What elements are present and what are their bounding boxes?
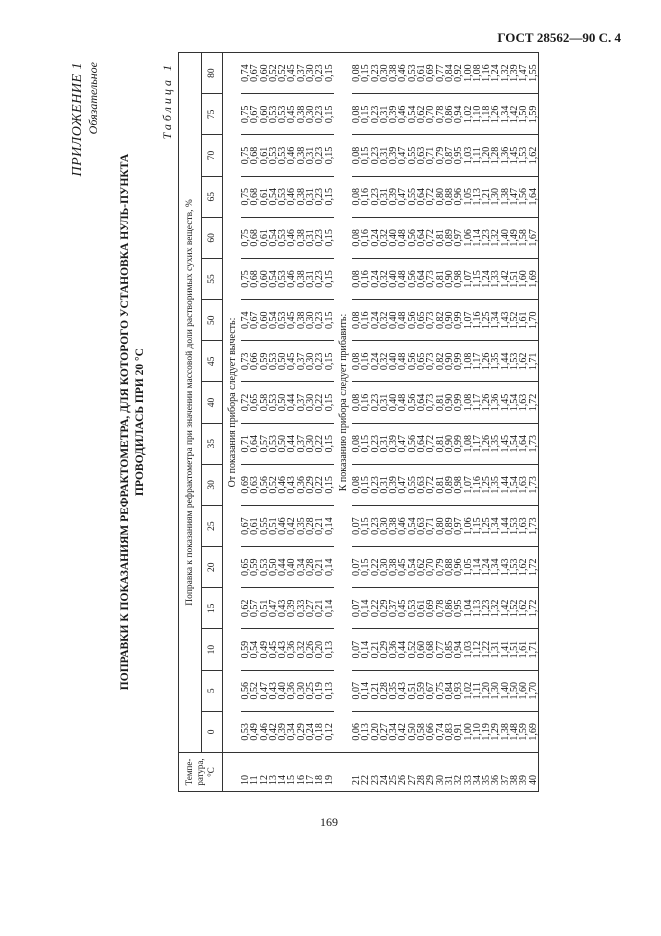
standard-header: ГОСТ 28562—90 С. 4 xyxy=(497,30,621,45)
section-spacer xyxy=(334,753,352,792)
value-column-40: 0,08 0,16 0,23 0,31 0,40 0,48 0,56 0,64 0,73 0,81 0,90 0,99 1,08 1,17 1,26 1,36 1,45 1,54 1,63 1,72 xyxy=(352,382,538,423)
document-title xyxy=(118,52,148,792)
value-column-70: 0,08 0,15 0,23 0,31 0,39 0,47 0,55 0,63 0,71 0,79 0,87 0,95 1,03 1,11 1,20 1,28 1,36 1,45 1,53 1,62 xyxy=(352,135,538,176)
value-column-55: 0,08 0,16 0,24 0,32 0,40 0,48 0,56 0,64 0,73 0,81 0,90 0,98 1,07 1,15 1,24 1,33 1,42 1,51 1,60 1,69 xyxy=(352,258,538,299)
column-header: 80 xyxy=(202,53,223,94)
table-caption: Поправка к показаниям рефрактометра при значении массовой доли растворимых сухих веществ, % xyxy=(179,53,202,753)
section-label-row xyxy=(334,53,352,792)
value-column-0: 0,53 0,49 0,46 0,42 0,39 0,34 0,29 0,24 0,18 0,12 xyxy=(241,711,334,752)
column-header: 75 xyxy=(202,94,223,135)
value-column-15: 0,07 0,14 0,22 0,29 0,37 0,45 0,53 0,61 0,69 0,78 0,86 0,95 1,04 1,13 1,23 1,32 1,42 1,52 1,62 1,72 xyxy=(352,588,538,629)
temperature-header: Темпе-ратура, °С xyxy=(179,753,223,792)
column-header: 35 xyxy=(202,423,223,464)
page-number: 169 xyxy=(320,815,338,829)
value-column-60: 0,08 0,16 0,24 0,32 0,40 0,48 0,56 0,64 0,72 0,81 0,89 0,97 1,06 1,14 1,23 1,32 1,40 1,49 1,58 1,67 xyxy=(352,217,538,258)
appendix-title: ПРИЛОЖЕНИЕ 1 xyxy=(70,62,85,177)
value-column-75: 0,08 0,15 0,23 0,31 0,39 0,46 0,54 0,62 0,70 0,78 0,86 0,94 1,02 1,10 1,18 1,26 1,34 1,42 1,50 1,59 xyxy=(352,94,538,135)
value-column-35: 0,08 0,15 0,23 0,31 0,39 0,47 0,56 0,64 0,72 0,81 0,90 0,99 1,08 1,17 1,26 1,35 1,45 1,54 1,64 1,73 xyxy=(352,423,538,464)
column-header: 25 xyxy=(202,505,223,546)
value-column-25: 0,07 0,15 0,23 0,30 0,38 0,46 0,54 0,63 0,71 0,80 0,89 0,97 1,06 1,15 1,25 1,34 1,44 1,53 1,63 1,73 xyxy=(352,505,538,546)
value-column-75: 0,75 0,67 0,60 0,53 0,53 0,45 0,38 0,30 0,23 0,15 xyxy=(241,94,334,135)
value-column-20: 0,07 0,15 0,22 0,30 0,38 0,45 0,54 0,62 0,70 0,79 0,88 0,96 1,05 1,14 1,24 1,34 1,43 1,53 1,62 1,72 xyxy=(352,547,538,588)
value-column-65: 0,08 0,16 0,23 0,31 0,39 0,47 0,55 0,64 0,72 0,80 0,88 0,96 1,05 1,13 1,21 1,30 1,38 1,47 1,56 1,64 xyxy=(352,176,538,217)
column-header: 15 xyxy=(202,588,223,629)
value-column-0: 0,06 0,13 0,20 0,27 0,34 0,42 0,50 0,58 0,66 0,74 0,83 0,91 1,00 1,10 1,19 1,29 1,38 1,48 1,59 1,69 xyxy=(352,711,538,752)
column-header: 20 xyxy=(202,547,223,588)
value-column-25: 0,67 0,61 0,55 0,51 0,46 0,42 0,35 0,28 0,21 0,14 xyxy=(241,505,334,546)
column-header-row xyxy=(202,53,223,792)
column-header: 30 xyxy=(202,464,223,505)
column-header: 65 xyxy=(202,176,223,217)
temperature-cell: 10 11 12 13 14 15 16 17 18 19 xyxy=(241,753,334,792)
value-column-45: 0,08 0,16 0,24 0,32 0,40 0,48 0,56 0,65 0,73 0,82 0,90 0,99 1,08 1,17 1,26 1,35 1,44 1,53 1,62 1,71 xyxy=(352,341,538,382)
table-row xyxy=(241,53,334,792)
column-header: 50 xyxy=(202,300,223,341)
column-header: 5 xyxy=(202,670,223,711)
value-column-5: 0,07 0,14 0,21 0,28 0,35 0,43 0,51 0,59 0,67 0,75 0,84 0,93 1,02 1,11 1,20 1,30 1,40 1,50 1,60 1,70 xyxy=(352,670,538,711)
table-label: Таблица 1 xyxy=(160,62,174,140)
section2-label: К показанию прибора следует прибавить: xyxy=(334,53,352,753)
value-column-80: 0,74 0,67 0,60 0,52 0,52 0,45 0,37 0,30 0,23 0,15 xyxy=(241,53,334,94)
value-column-20: 0,65 0,59 0,53 0,50 0,44 0,40 0,34 0,28 0,21 0,14 xyxy=(241,547,334,588)
value-column-45: 0,73 0,66 0,59 0,53 0,50 0,45 0,37 0,30 0,23 0,15 xyxy=(241,341,334,382)
title-line-2: ПРОВОДИЛАСЬ ПРИ 20 °С xyxy=(134,348,146,496)
section-label-row xyxy=(223,53,242,792)
rotated-sheet xyxy=(70,52,630,792)
value-column-65: 0,75 0,68 0,61 0,54 0,53 0,46 0,38 0,31 0,23 0,15 xyxy=(241,176,334,217)
column-header: 55 xyxy=(202,258,223,299)
value-column-40: 0,72 0,65 0,58 0,53 0,50 0,44 0,37 0,30 0,22 0,15 xyxy=(241,382,334,423)
column-header: 40 xyxy=(202,382,223,423)
column-header: 45 xyxy=(202,341,223,382)
column-header: 0 xyxy=(202,711,223,752)
column-header: 70 xyxy=(202,135,223,176)
value-column-10: 0,59 0,54 0,49 0,45 0,43 0,36 0,32 0,26 0,20 0,13 xyxy=(241,629,334,670)
section-spacer xyxy=(223,753,242,792)
appendix-subtitle: Обязательное xyxy=(86,62,100,135)
correction-table xyxy=(178,52,539,792)
section1-label: От показания прибора следует вычесть: xyxy=(223,53,242,753)
column-header: 10 xyxy=(202,629,223,670)
value-column-15: 0,62 0,57 0,51 0,47 0,43 0,39 0,33 0,27 0,21 0,14 xyxy=(241,588,334,629)
temperature-cell: 21 22 23 24 25 26 27 28 29 30 31 32 33 34 35 36 37 38 39 40 xyxy=(352,753,538,792)
value-column-70: 0,75 0,68 0,61 0,53 0,53 0,46 0,38 0,31 0,23 0,15 xyxy=(241,135,334,176)
value-column-55: 0,75 0,68 0,60 0,54 0,53 0,46 0,38 0,31 0,23 0,15 xyxy=(241,258,334,299)
value-column-35: 0,71 0,64 0,57 0,53 0,50 0,44 0,37 0,30 0,22 0,15 xyxy=(241,423,334,464)
table-body xyxy=(223,53,539,792)
value-column-60: 0,75 0,68 0,61 0,54 0,53 0,46 0,38 0,31 0,23 0,15 xyxy=(241,217,334,258)
value-column-30: 0,08 0,15 0,23 0,31 0,39 0,47 0,55 0,63 0,72 0,81 0,89 0,98 1,07 1,16 1,25 1,35 1,44 1,54 1,63 1,73 xyxy=(352,464,538,505)
table-row xyxy=(352,53,538,792)
appendix-block xyxy=(70,62,101,176)
value-column-10: 0,07 0,14 0,21 0,29 0,36 0,44 0,52 0,60 0,68 0,77 0,85 0,94 1,03 1,12 1,22 1,31 1,41 1,51 1,61 1,71 xyxy=(352,629,538,670)
column-header: 60 xyxy=(202,217,223,258)
value-column-30: 0,69 0,63 0,56 0,52 0,46 0,43 0,36 0,29 0,22 0,15 xyxy=(241,464,334,505)
value-column-80: 0,08 0,15 0,23 0,30 0,38 0,46 0,53 0,61 0,69 0,77 0,84 0,92 1,00 1,08 1,16 1,24 1,32 1,39 1,47 1,55 xyxy=(352,53,538,94)
value-column-50: 0,08 0,16 0,24 0,32 0,40 0,48 0,56 0,65 0,73 0,82 0,90 0,99 1,07 1,16 1,25 1,34 1,43 1,52 1,61 1,70 xyxy=(352,300,538,341)
value-column-50: 0,74 0,67 0,60 0,54 0,53 0,45 0,38 0,30 0,23 0,15 xyxy=(241,300,334,341)
title-line-1: ПОПРАВКИ К ПОКАЗАНИЯМ РЕФРАКТОМЕТРА, ДЛЯ КОТОРОГО УСТАНОВКА НУЛЬ-ПУНКТА xyxy=(119,153,131,691)
value-column-5: 0,56 0,52 0,47 0,43 0,40 0,36 0,30 0,25 0,19 0,13 xyxy=(241,670,334,711)
